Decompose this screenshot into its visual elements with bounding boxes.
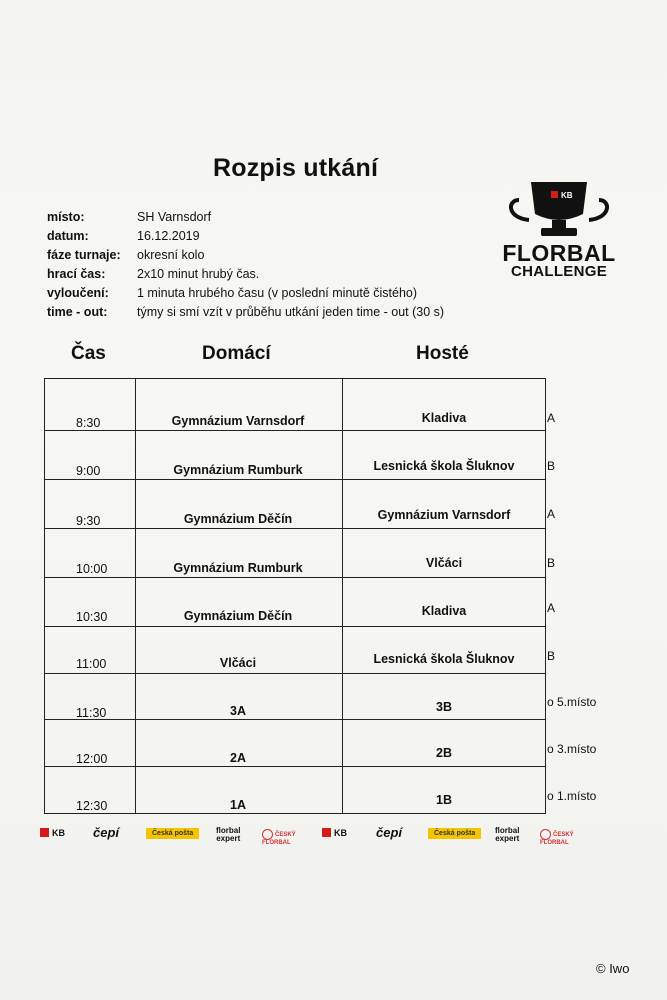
info-value: 16.12.2019 [137,229,200,243]
info-label: time - out: [47,305,108,319]
info-label: datum: [47,229,89,243]
florbal-expert-logo: florbal expert [495,826,520,843]
match-time: 11:30 [76,706,107,720]
info-value: 1 minuta hrubého času (v poslední minutě čistého) [137,286,418,300]
match-group: B [547,649,556,663]
sponsor-logos [38,824,598,848]
logo-line-1: FLORBAL [502,240,616,266]
match-home-team: Gymnázium Děčín [183,512,293,526]
row-divider [45,479,545,480]
kb-square-icon [322,828,331,837]
match-home-team: Vlčáci [219,656,257,670]
kb-logo: KB [40,828,65,838]
match-guest-team: Lesnická škola Šluknov [373,459,515,473]
info-value: okresní kolo [137,248,205,262]
row-divider [45,673,545,674]
match-time: 8:30 [76,416,101,430]
match-guest-team: 1B [436,793,452,807]
photo-credit: © Iwo [596,961,630,976]
row-divider [45,719,545,720]
match-time: 9:00 [76,464,101,478]
info-value: SH Varnsdorf [137,210,212,224]
florbal-challenge-logo [497,178,621,284]
info-label: místo: [47,210,85,224]
match-guest-team: Lesnická škola Šluknov [373,652,515,666]
row-divider [45,430,545,431]
ceska-posta-logo: Česká pošta [146,828,199,839]
logo-line-2: CHALLENGE [510,263,608,280]
match-guest-team: Vlčáci [425,556,463,570]
match-group: o 5.místo [547,695,597,709]
logo-badge: KB [561,191,573,200]
match-time: 12:00 [76,752,108,766]
match-time: 11:00 [76,657,107,671]
cesky-florbal-logo: ČESKÝ FLORBAL [540,829,574,846]
info-label: fáze turnaje: [47,248,121,262]
column-header-home: Domácí [202,343,271,364]
cepi-logo: čepí [93,825,120,840]
match-group: A [547,411,556,425]
ceska-posta-logo: Česká pošta [428,828,481,839]
row-divider [45,528,545,529]
match-home-team: Gymnázium Děčín [183,609,293,623]
column-divider [135,379,136,813]
column-header-guest: Hosté [416,343,469,364]
match-time: 10:00 [76,562,108,576]
cesky-florbal-logo: ČESKÝ FLORBAL [262,829,296,846]
info-value: 2x10 minut hrubý čas. [137,267,260,281]
match-time: 10:30 [76,610,108,624]
match-guest-team: 2B [436,746,452,760]
row-divider [45,626,545,627]
column-header-time: Čas [71,343,106,364]
row-divider [45,577,545,578]
row-divider [45,766,545,767]
match-group: A [547,507,556,521]
match-guest-team: 3B [436,700,452,714]
kb-square-icon [40,828,49,837]
info-label: vyloučení: [47,286,109,300]
match-home-team: 1A [230,798,246,812]
florbal-expert-logo: florbal expert [216,826,241,843]
match-group: o 1.místo [547,789,597,803]
match-home-team: 2A [230,751,246,765]
match-home-team: Gymnázium Rumburk [173,463,303,477]
match-time: 9:30 [76,514,101,528]
info-value: týmy si smí vzít v průběhu utkání jeden time - out (30 s) [137,305,445,319]
match-group: B [547,556,556,570]
cesky-florbal-emblem-icon [540,829,551,840]
match-home-team: Gymnázium Rumburk [173,561,303,575]
trophy-icon [497,178,621,240]
match-group: o 3.místo [547,742,597,756]
match-guest-team: Kladiva [421,411,467,425]
cesky-florbal-emblem-icon [262,829,273,840]
match-group: B [547,459,556,473]
info-label: hrací čas: [47,267,106,281]
page-title: Rozpis utkání [213,154,379,182]
cepi-logo: čepí [376,825,403,840]
match-group: A [547,601,556,615]
match-time: 12:30 [76,799,108,813]
match-guest-team: Kladiva [421,604,467,618]
kb-logo: KB [322,828,347,838]
match-home-team: Gymnázium Varnsdorf [171,414,305,428]
match-guest-team: Gymnázium Varnsdorf [377,508,511,522]
match-home-team: 3A [230,704,246,718]
